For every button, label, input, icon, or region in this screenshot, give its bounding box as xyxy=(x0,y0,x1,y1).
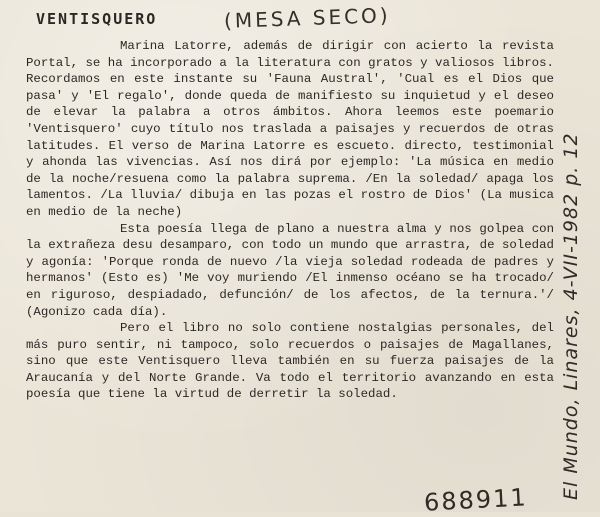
paragraph-1: Marina Latorre, además de dirigir con acierto la revista Portal, se ha incorporado a la literatura con gratos y valiosos libros. Recordamos en este instante su 'Fauna Austral', 'Cual es el Dios que pasa' y 'El regalo', donde queda de manifiesto su inquietud y el deseo de elevar la palabra a otros ámbitos. Ahora leemos este poemario 'Ventisquero' cuyo título nos traslada a paisajes y recuerdos de otras latitudes. El verso de Marina Latorre es escueto. directo, testimonial y ahonda las vivencias. Así nos dirá por ejemplo: 'La música en medio de la noche/resuena como la palabra suprema. /En la soledad/ apaga los lamentos. /La lluvia/ dibuja en las pozas el rostro de Dios' (La musica en medio de la neche) xyxy=(26,39,554,219)
handwritten-note: (MESA SECO) xyxy=(223,3,392,33)
article xyxy=(26,3,554,506)
article-title: VENTISQUERO xyxy=(36,10,158,28)
handwritten-source-note: El Mundo, Linares, 4-VII-1982 p. 12 xyxy=(560,132,582,500)
article-header xyxy=(26,3,554,38)
archive-number: 688911 xyxy=(423,483,529,517)
article-body xyxy=(26,38,554,403)
paragraph-2: Esta poesía llega de plano a nuestra alma y nos golpea con la extrañeza desu desamparo, con todo un mundo que arrastra, de soledad y agonía: 'Porque ronda de nuevo /la vieja soledad rodeada de padres y hermanos' (Esto es) 'Me voy muriendo /El inmenso océano se ha trocado/ en riguroso, despiadado, defunción/ de los afectos, de la ternura.'/ (Agonizo cada día). xyxy=(26,221,554,319)
paragraph-3: Pero el libro no solo contiene nostalgias personales, del más puro sentir, ni tampoco, solo recuerdos o paisajes de Magallanes, sino que este Ventisquero lleva también en su fuerza paisajes de la Araucanía y del Norte Grande. Va todo el territorio avanzando en esta poesía que tiene la virtud de derretir la soledad. xyxy=(26,321,554,402)
